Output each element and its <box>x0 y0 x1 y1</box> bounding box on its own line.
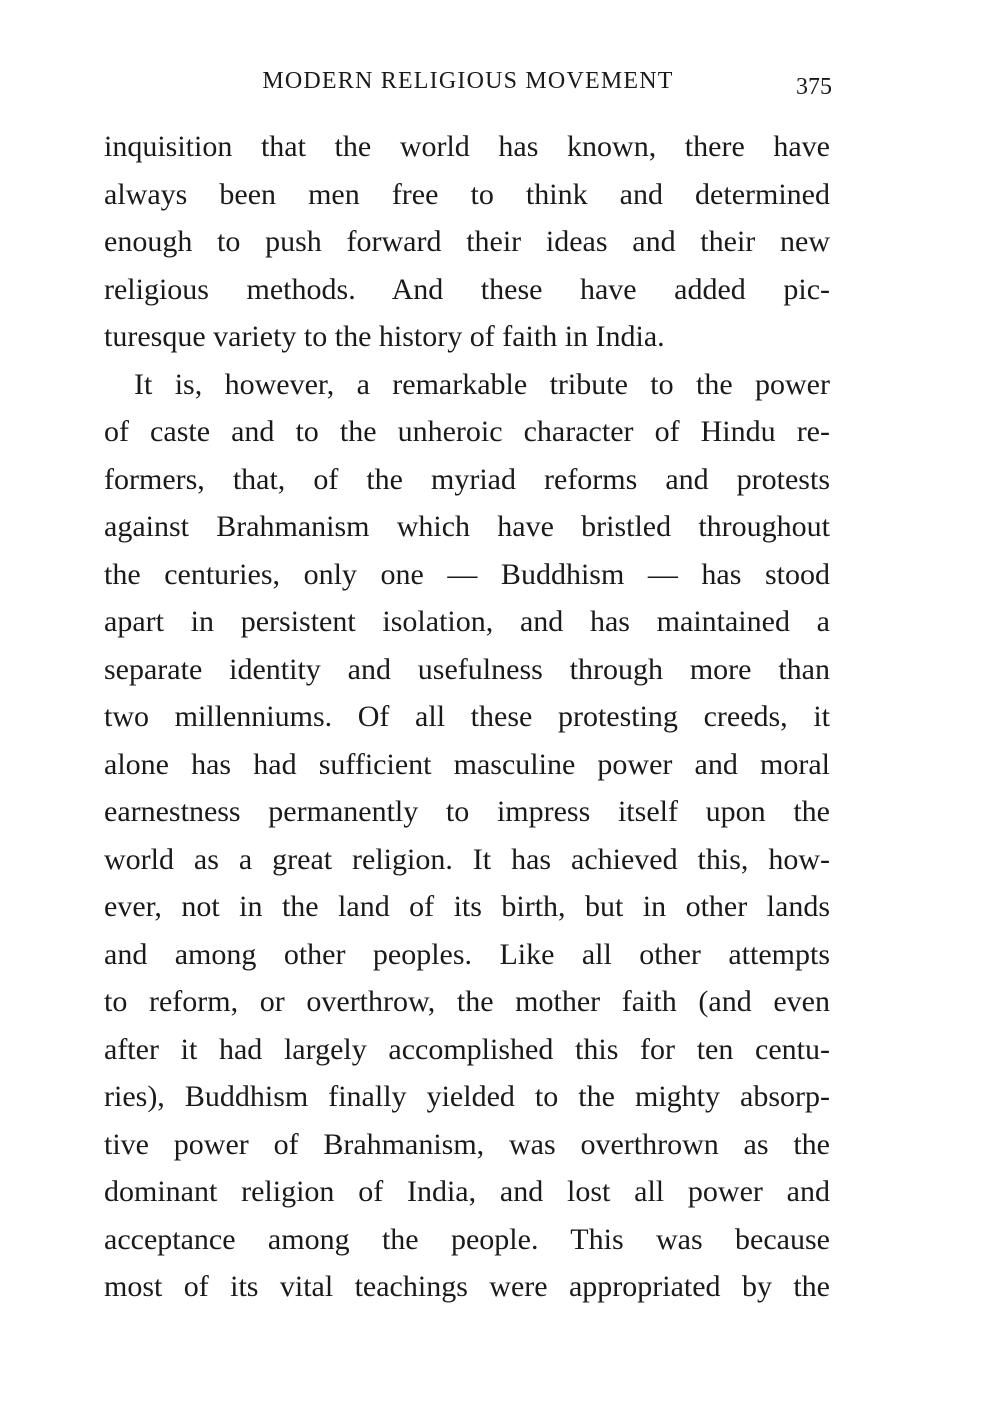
text-line: the centuries, only one — Buddhism — has stood <box>104 557 830 591</box>
text-line: alone has had sufficient masculine power and moral <box>104 747 830 781</box>
text-line: apart in persistent isolation, and has maintained a <box>104 605 830 638</box>
text-line: It is, however, a remarkable tribute to the power <box>134 367 830 401</box>
text-line: turesque variety to the history of faith in India. <box>104 320 665 353</box>
text-line: tive power of Brahmanism, was overthrown as the <box>104 1127 830 1161</box>
text-line: ever, not in the land of its birth, but in other lands <box>104 890 830 923</box>
text-line: of caste and to the unheroic character of Hindu re- <box>104 415 830 448</box>
text-line: inquisition that the world has known, there have <box>104 130 830 163</box>
text-line: religious methods. And these have added pic- <box>104 272 830 306</box>
text-line: dominant religion of India, and lost all power and <box>104 1175 830 1208</box>
text-line: acceptance among the people. This was because <box>104 1222 830 1256</box>
text-line: earnestness permanently to impress itself upon the <box>104 795 830 828</box>
text-line: separate identity and usefulness through more than <box>104 652 830 686</box>
text-line: most of its vital teachings were appropriated by the <box>104 1270 830 1303</box>
text-line: enough to push forward their ideas and their new <box>104 225 830 258</box>
running-head-title: MODERN RELIGIOUS MOVEMENT <box>262 68 674 94</box>
body-text <box>104 123 830 1311</box>
paragraph-2 <box>104 361 830 1311</box>
paragraph-1 <box>104 123 830 361</box>
text-line: ries), Buddhism finally yielded to the mighty absorp- <box>104 1080 830 1113</box>
text-line: world as a great religion. It has achieved this, how- <box>104 842 830 876</box>
text-line: formers, that, of the myriad reforms and protests <box>104 462 830 496</box>
text-line: two millenniums. Of all these protesting creeds, it <box>104 700 830 733</box>
running-head <box>104 66 832 102</box>
text-line: and among other peoples. Like all other attempts <box>104 937 830 971</box>
page-number: 375 <box>796 74 832 100</box>
text-line: to reform, or overthrow, the mother faith (and even <box>104 985 830 1018</box>
text-line: against Brahmanism which have bristled throughout <box>104 510 830 543</box>
text-line: always been men free to think and determined <box>104 177 830 211</box>
text-line: after it had largely accomplished this for ten centu- <box>104 1032 830 1066</box>
